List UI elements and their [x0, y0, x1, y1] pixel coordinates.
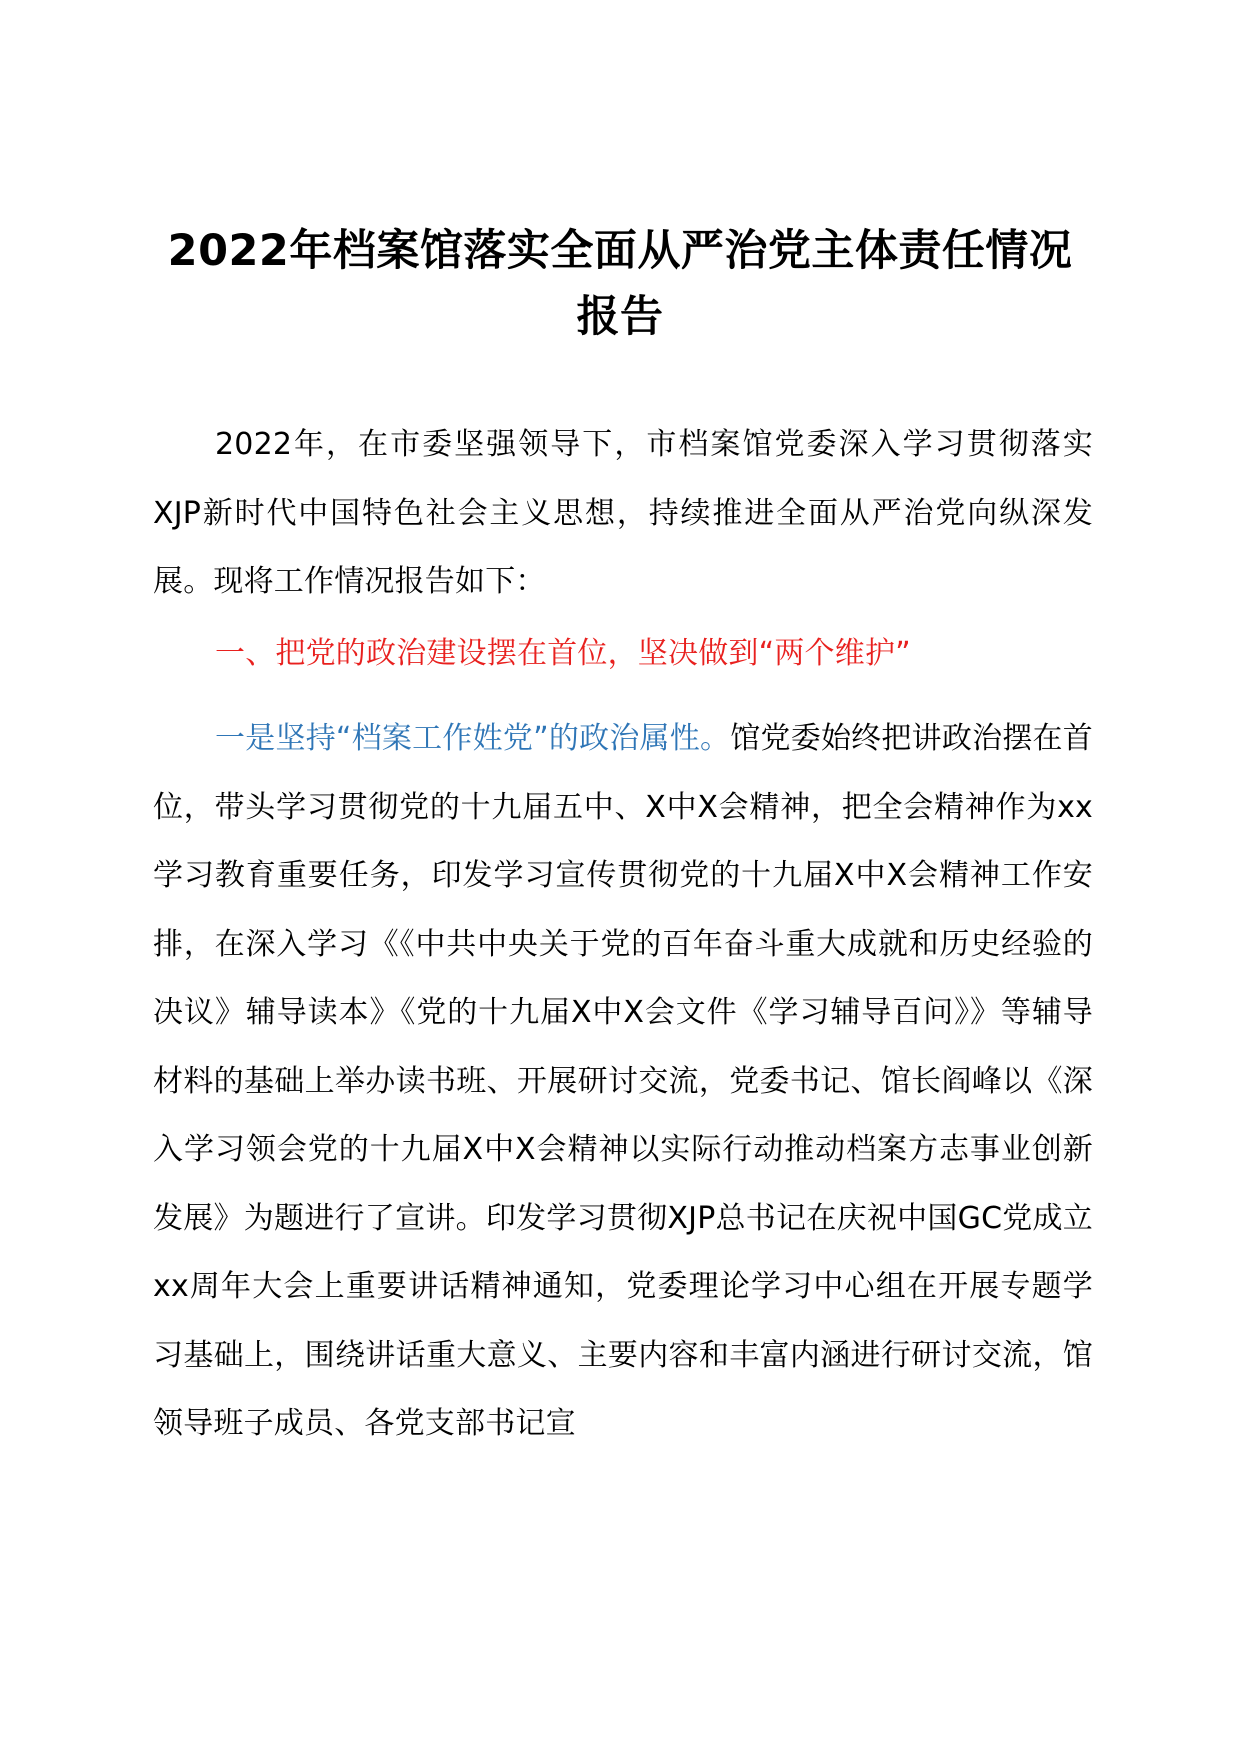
- paragraph-body-text: 馆党委始终把讲政治摆在首位，带头学习贯彻党的十九届五中、X中X会精神，把全会精神作为xx学习教育重要任务，印发学习宣传贯彻党的十九届X中X会精神工作安排，在深入学习《《中共中央关于党的百年奋斗重大成就和历史经验的决议》辅导读本》《党的十九届X中X会文件《学习辅导百问》》等辅导材料的基础上举办读书班、开展研讨交流，党委书记、馆长阎峰以《深入学习领会党的十九届X中X会精神以实际行动推动档案方志事业创新发展》为题进行了宣讲。印发学习贯彻XJP总书记在庆祝中国GC党成立xx周年大会上重要讲话精神通知，党委理论学习中心组在开展专题学习基础上，围绕讲话重大意义、主要内容和丰富内涵进行研讨交流，馆领导班子成员、各党支部书记宣: [153, 721, 1093, 1441]
- paragraph-lead-sentence: 一是坚持“档案工作姓党”的政治属性。: [215, 721, 731, 756]
- section-1-heading: 一、把党的政治建设摆在首位，坚决做到“两个维护”: [215, 636, 911, 671]
- intro-paragraph: 2022年，在市委坚强领导下，市档案馆党委深入学习贯彻落实XJP新时代中国特色社会主义思想，持续推进全面从严治党向纵深发展。现将工作情况报告如下：: [153, 427, 1093, 599]
- section-1-paragraph-1: [153, 705, 1093, 1459]
- document-title: 2022年档案馆落实全面从严治党主体责任情况报告: [167, 226, 1073, 342]
